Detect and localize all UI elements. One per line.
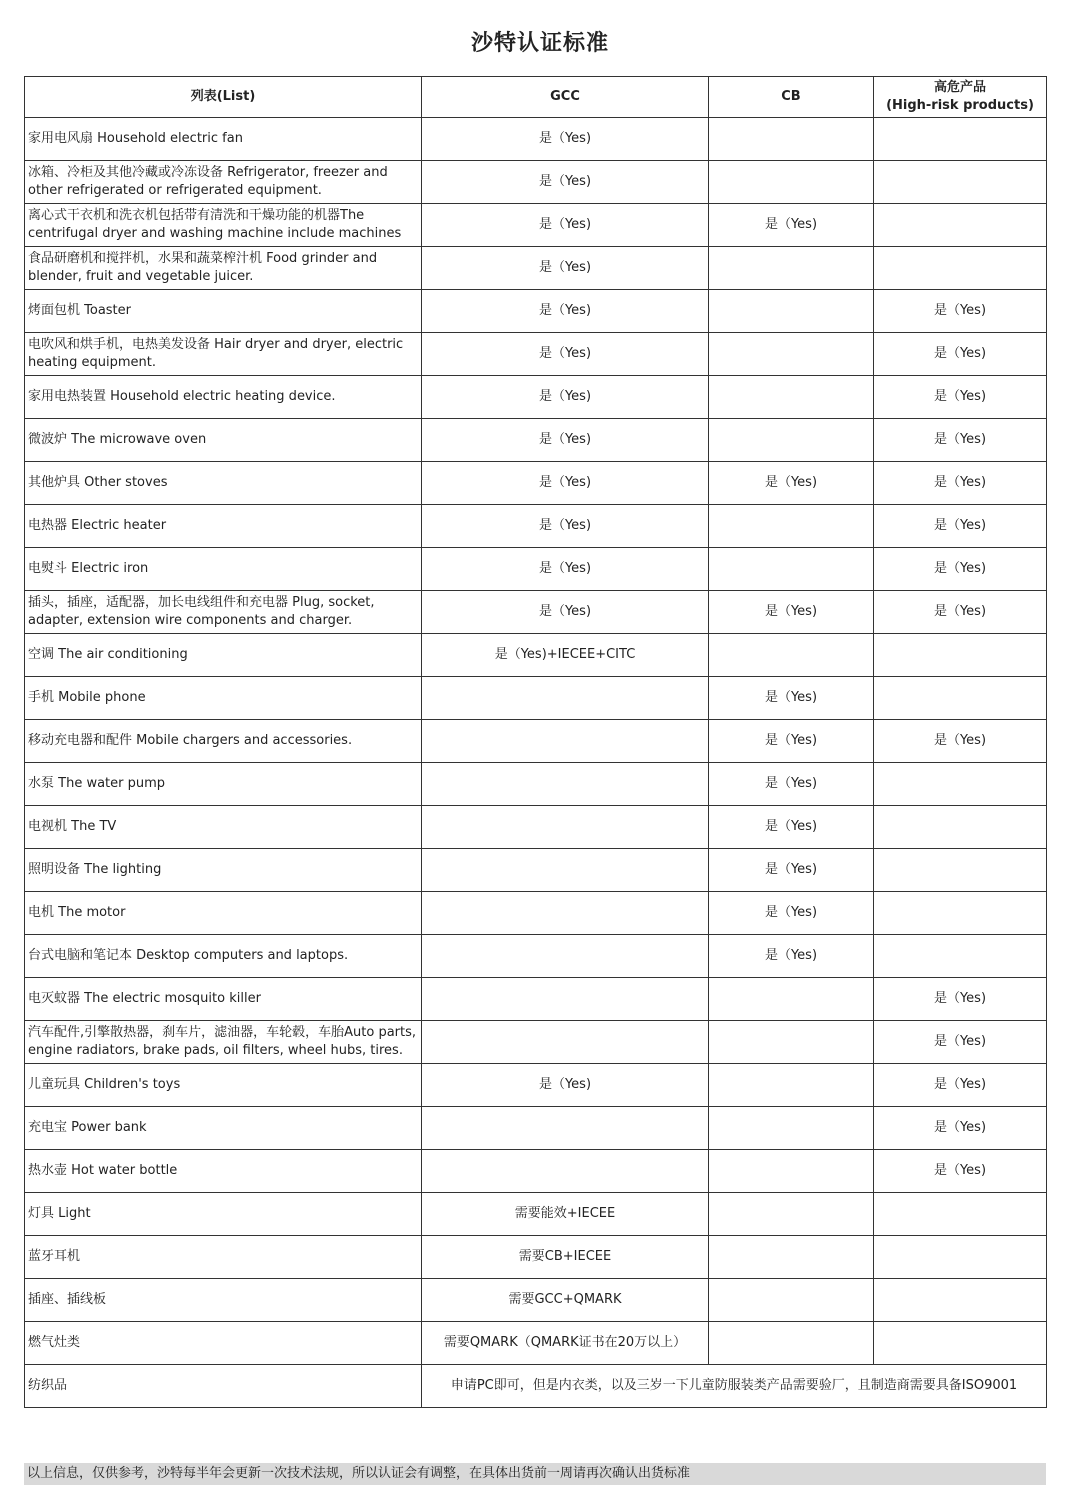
product-name-cell xyxy=(25,247,422,290)
cb-cell xyxy=(709,1236,874,1279)
gcc-cell xyxy=(422,806,709,849)
gcc-cell xyxy=(422,677,709,720)
product-name-cell xyxy=(25,419,422,462)
product-name-cell-text: 电吹风和烘手机，电热美发设备 Hair dryer and dryer, electric heating equipment. xyxy=(28,337,404,370)
product-name-cell xyxy=(25,1150,422,1193)
table-row xyxy=(25,1064,1047,1107)
cb-cell: 是（Yes) xyxy=(709,720,874,763)
header-gcc: GCC xyxy=(422,77,709,118)
product-name-cell-text: 空调 The air conditioning xyxy=(28,647,188,662)
gcc-cell xyxy=(422,1150,709,1193)
cb-cell xyxy=(709,1021,874,1064)
table-row xyxy=(25,1150,1047,1193)
gcc-cell xyxy=(422,978,709,1021)
gcc-cell: 是（Yes) xyxy=(422,118,709,161)
table-row xyxy=(25,849,1047,892)
cb-cell xyxy=(709,634,874,677)
header-list: 列表(List) xyxy=(25,77,422,118)
high-risk-cell xyxy=(874,1279,1047,1322)
product-name-cell xyxy=(25,677,422,720)
gcc-cell xyxy=(422,935,709,978)
gcc-cell xyxy=(422,1021,709,1064)
high-risk-cell xyxy=(874,247,1047,290)
page-title: 沙特认证标准 xyxy=(470,31,609,56)
table-row xyxy=(25,1279,1047,1322)
product-name-cell-text: 其他炉具 Other stoves xyxy=(28,475,168,490)
product-name-cell-text: 食品研磨机和搅拌机，水果和蔬菜榨汁机 Food grinder and blender, fruit and vegetable juicer. xyxy=(28,251,378,284)
textile-note-cell: 申请PC即可，但是内衣类，以及三岁一下儿童防服装类产品需要验厂，且制造商需要具备ISO9001 xyxy=(422,1365,1047,1408)
product-name-cell xyxy=(25,935,422,978)
cb-cell: 是（Yes) xyxy=(709,462,874,505)
cb-cell: 是（Yes) xyxy=(709,935,874,978)
product-name-cell xyxy=(25,376,422,419)
product-name-cell-text: 汽车配件,引擎散热器，刹车片，滤油器，车轮毂，车胎Auto parts, engine radiators, brake pads, oil filters, wheel hubs, tires. xyxy=(28,1025,417,1058)
table-row xyxy=(25,462,1047,505)
table-row xyxy=(25,1236,1047,1279)
product-name-cell xyxy=(25,1193,422,1236)
cb-cell xyxy=(709,1064,874,1107)
table-row xyxy=(25,1322,1047,1365)
product-name-cell-text: 儿童玩具 Children's toys xyxy=(28,1077,181,1092)
product-name-cell xyxy=(25,1322,422,1365)
product-name-cell xyxy=(25,462,422,505)
table-row xyxy=(25,290,1047,333)
gcc-cell: 是（Yes) xyxy=(422,548,709,591)
gcc-cell: 是（Yes) xyxy=(422,505,709,548)
product-name-cell-text: 烤面包机 Toaster xyxy=(28,303,131,318)
product-name-cell-text: 家用电热装置 Household electric heating device. xyxy=(28,389,336,404)
product-name-cell-text: 电热器 Electric heater xyxy=(28,518,167,533)
table-row xyxy=(25,978,1047,1021)
gcc-cell: 是（Yes) xyxy=(422,1064,709,1107)
product-name-cell-text: 燃气灶类 xyxy=(28,1335,81,1350)
high-risk-cell xyxy=(874,935,1047,978)
product-name-cell-text: 家用电风扇 Household electric fan xyxy=(28,131,243,146)
gcc-cell xyxy=(422,892,709,935)
high-risk-cell: 是（Yes) xyxy=(874,419,1047,462)
cb-cell: 是（Yes) xyxy=(709,763,874,806)
product-name-cell-text: 插座、插线板 xyxy=(28,1292,107,1307)
product-name-cell-text: 离心式干衣机和洗衣机包括带有清洗和干燥功能的机器The centrifugal dryer and washing machine include machines xyxy=(28,208,402,241)
cb-cell xyxy=(709,247,874,290)
product-name-cell: 纺织品 xyxy=(25,1365,422,1408)
cb-cell xyxy=(709,1193,874,1236)
cb-cell xyxy=(709,978,874,1021)
product-name-cell-text: 电视机 The TV xyxy=(28,819,117,834)
table-row xyxy=(25,1193,1047,1236)
table-row xyxy=(25,505,1047,548)
product-name-cell xyxy=(25,118,422,161)
table-row xyxy=(25,591,1047,634)
product-name-cell xyxy=(25,204,422,247)
product-name-cell xyxy=(25,505,422,548)
product-name-cell-text: 冰箱、冷柜及其他冷藏或冷冻设备 Refrigerator, freezer and other refrigerated or refrigerated equipment. xyxy=(28,165,388,198)
high-risk-cell: 是（Yes) xyxy=(874,462,1047,505)
high-risk-cell: 是（Yes) xyxy=(874,1150,1047,1193)
product-name-cell xyxy=(25,634,422,677)
footer-note: 以上信息，仅供参考，沙特每半年会更新一次技术法规，所以认证会有调整，在具体出货前一周请再次确认出货标准 xyxy=(24,1463,1046,1485)
product-name-cell xyxy=(25,892,422,935)
high-risk-cell: 是（Yes) xyxy=(874,591,1047,634)
high-risk-cell: 是（Yes) xyxy=(874,720,1047,763)
product-name-cell xyxy=(25,1064,422,1107)
product-name-cell-text: 台式电脑和笔记本 Desktop computers and laptops. xyxy=(28,948,349,963)
high-risk-cell xyxy=(874,1236,1047,1279)
product-name-cell-text: 灯具 Light xyxy=(28,1206,91,1221)
product-name-cell-text: 水泵 The water pump xyxy=(28,776,166,791)
header-high-risk-cn: 高危产品 xyxy=(933,80,986,95)
high-risk-cell xyxy=(874,1193,1047,1236)
table-row xyxy=(25,204,1047,247)
cb-cell xyxy=(709,161,874,204)
table-row xyxy=(25,806,1047,849)
cb-cell xyxy=(709,1150,874,1193)
high-risk-cell xyxy=(874,118,1047,161)
table-row xyxy=(25,1021,1047,1064)
cb-cell xyxy=(709,376,874,419)
cb-cell xyxy=(709,333,874,376)
high-risk-cell: 是（Yes) xyxy=(874,1021,1047,1064)
product-name-cell-text: 蓝牙耳机 xyxy=(28,1249,81,1264)
product-name-cell-text: 插头，插座，适配器，加长电线组件和充电器 Plug, socket, adapter, extension wire components and charger. xyxy=(28,595,375,628)
product-name-cell xyxy=(25,763,422,806)
cb-cell: 是（Yes) xyxy=(709,677,874,720)
gcc-cell xyxy=(422,763,709,806)
gcc-cell: 是（Yes) xyxy=(422,247,709,290)
cb-cell xyxy=(709,290,874,333)
gcc-cell: 需要CB+IECEE xyxy=(422,1236,709,1279)
product-name-cell xyxy=(25,1236,422,1279)
gcc-cell xyxy=(422,720,709,763)
high-risk-cell: 是（Yes) xyxy=(874,290,1047,333)
product-name-cell xyxy=(25,806,422,849)
table-row xyxy=(25,634,1047,677)
product-name-cell-text: 照明设备 The lighting xyxy=(28,862,162,877)
table-row xyxy=(25,677,1047,720)
cb-cell: 是（Yes) xyxy=(709,892,874,935)
cb-cell xyxy=(709,1279,874,1322)
cb-cell: 是（Yes) xyxy=(709,806,874,849)
product-name-cell xyxy=(25,1021,422,1064)
gcc-cell: 是（Yes) xyxy=(422,290,709,333)
product-name-cell-text: 手机 Mobile phone xyxy=(28,690,146,705)
high-risk-cell xyxy=(874,204,1047,247)
cb-cell xyxy=(709,1107,874,1150)
table-row xyxy=(25,1107,1047,1150)
gcc-cell: 是（Yes)+IECEE+CITC xyxy=(422,634,709,677)
product-name-cell-text: 电熨斗 Electric iron xyxy=(28,561,149,576)
table-header-row xyxy=(25,77,1047,118)
cb-cell xyxy=(709,505,874,548)
product-name-cell-text: 电灭蚊器 The electric mosquito killer xyxy=(28,991,261,1006)
product-name-cell-text: 热水壶 Hot water bottle xyxy=(28,1163,178,1178)
table-row xyxy=(25,376,1047,419)
product-name-cell xyxy=(25,1279,422,1322)
gcc-cell: 是（Yes) xyxy=(422,333,709,376)
gcc-cell: 是（Yes) xyxy=(422,161,709,204)
table-row xyxy=(25,1365,1047,1408)
high-risk-cell: 是（Yes) xyxy=(874,548,1047,591)
high-risk-cell: 是（Yes) xyxy=(874,333,1047,376)
gcc-cell: 是（Yes) xyxy=(422,419,709,462)
high-risk-cell: 是（Yes) xyxy=(874,505,1047,548)
header-high-risk-en: (High-risk products) xyxy=(886,98,1034,113)
table-row xyxy=(25,763,1047,806)
table-row xyxy=(25,118,1047,161)
table-row xyxy=(25,247,1047,290)
high-risk-cell xyxy=(874,634,1047,677)
gcc-cell: 是（Yes) xyxy=(422,204,709,247)
product-name-cell xyxy=(25,161,422,204)
certification-table xyxy=(24,76,1047,1408)
product-name-cell xyxy=(25,849,422,892)
product-name-cell xyxy=(25,333,422,376)
cb-cell xyxy=(709,1322,874,1365)
high-risk-cell: 是（Yes) xyxy=(874,1107,1047,1150)
product-name-cell-text: 电机 The motor xyxy=(28,905,126,920)
cb-cell: 是（Yes) xyxy=(709,204,874,247)
cb-cell xyxy=(709,118,874,161)
high-risk-cell: 是（Yes) xyxy=(874,376,1047,419)
table-row xyxy=(25,548,1047,591)
product-name-cell xyxy=(25,720,422,763)
gcc-cell: 是（Yes) xyxy=(422,591,709,634)
table-row xyxy=(25,892,1047,935)
high-risk-cell xyxy=(874,677,1047,720)
table-row xyxy=(25,419,1047,462)
product-name-cell-text: 充电宝 Power bank xyxy=(28,1120,147,1135)
table-row xyxy=(25,161,1047,204)
gcc-cell xyxy=(422,849,709,892)
high-risk-cell xyxy=(874,161,1047,204)
high-risk-cell xyxy=(874,1322,1047,1365)
product-name-cell-text: 移动充电器和配件 Mobile chargers and accessories. xyxy=(28,733,353,748)
gcc-cell xyxy=(422,1107,709,1150)
gcc-cell: 是（Yes) xyxy=(422,462,709,505)
table-row xyxy=(25,333,1047,376)
product-name-cell xyxy=(25,591,422,634)
high-risk-cell xyxy=(874,849,1047,892)
cb-cell: 是（Yes) xyxy=(709,849,874,892)
high-risk-cell xyxy=(874,806,1047,849)
cb-cell xyxy=(709,548,874,591)
gcc-cell: 是（Yes) xyxy=(422,376,709,419)
table-row xyxy=(25,935,1047,978)
product-name-cell xyxy=(25,290,422,333)
cb-cell xyxy=(709,419,874,462)
header-cb: CB xyxy=(709,77,874,118)
header-high-risk xyxy=(874,77,1047,118)
high-risk-cell: 是（Yes) xyxy=(874,1064,1047,1107)
cb-cell: 是（Yes) xyxy=(709,591,874,634)
gcc-cell: 需要能效+IECEE xyxy=(422,1193,709,1236)
product-name-cell xyxy=(25,548,422,591)
high-risk-cell xyxy=(874,763,1047,806)
product-name-cell xyxy=(25,978,422,1021)
high-risk-cell xyxy=(874,892,1047,935)
table-row xyxy=(25,720,1047,763)
gcc-cell: 需要GCC+QMARK xyxy=(422,1279,709,1322)
product-name-cell xyxy=(25,1107,422,1150)
product-name-cell-text: 微波炉 The microwave oven xyxy=(28,432,207,447)
high-risk-cell: 是（Yes) xyxy=(874,978,1047,1021)
gcc-cell: 需要QMARK（QMARK证书在20万以上） xyxy=(422,1322,709,1365)
